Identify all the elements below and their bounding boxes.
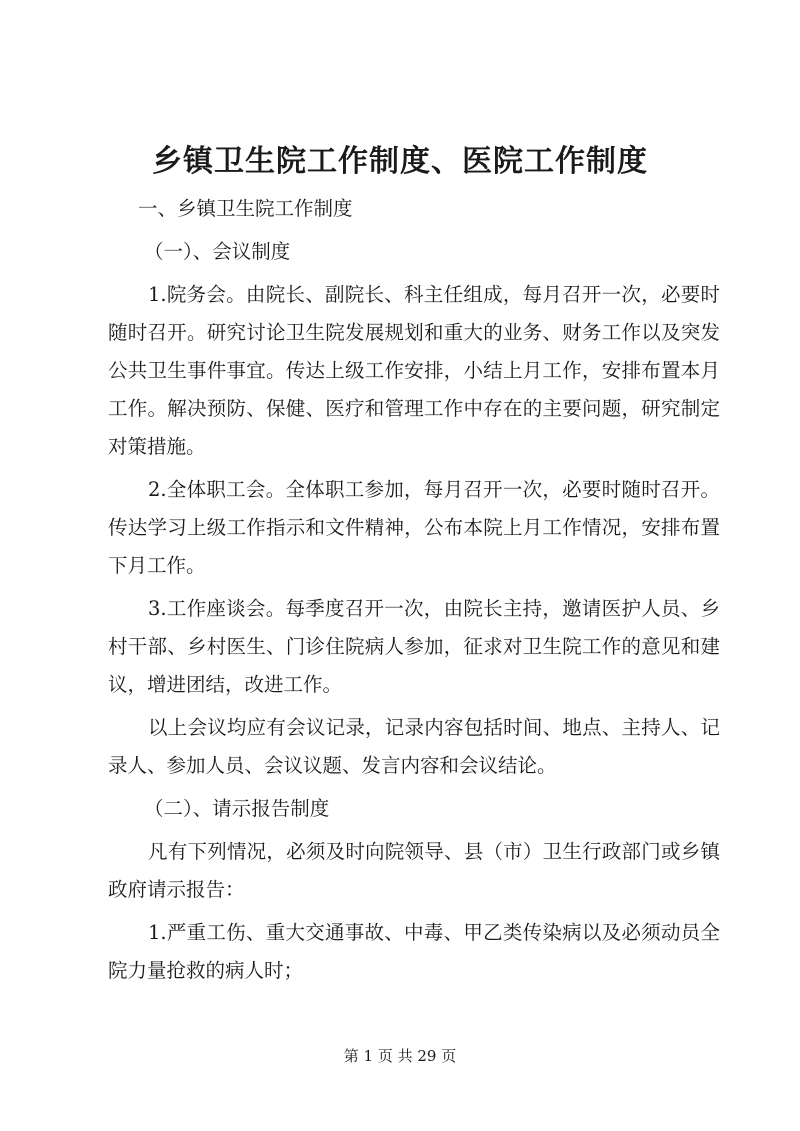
paragraph: 1.院务会。由院长、副院长、科主任组成，每月召开一次，必要时随时召开。研究讨论卫生院发展规划和重大的业务、财务工作以及突发公共卫生事件事宜。传达上级工作安排，小结上月工作，安排布置本月工作。解决预防、保健、医疗和管理工作中存在的主要问题，研究制定对策措施。	[108, 283, 720, 458]
paragraph: 以上会议均应有会议记录，记录内容包括时间、地点、主持人、记录人、参加人员、会议议题、发言内容和会议结论。	[108, 716, 720, 777]
document-title: 乡镇卫生院工作制度、医院工作制度	[152, 144, 648, 179]
subsection-heading: （一）、会议制度	[144, 240, 291, 263]
page-footer: 第 1 页 共 29 页	[343, 1047, 457, 1065]
paragraph: 1.严重工伤、重大交通事故、中毒、甲乙类传染病以及必须动员全院力量抢救的病人时；	[108, 921, 720, 982]
paragraph: 凡有下列情况，必须及时向院领导、县（市）卫生行政部门或乡镇政府请示报告：	[108, 840, 720, 901]
paragraph: 3.工作座谈会。每季度召开一次，由院长主持，邀请医护人员、乡村干部、乡村医生、门诊住院病人参加，征求对卫生院工作的意见和建议，增进团结，改进工作。	[108, 597, 720, 696]
section-heading: 一、乡镇卫生院工作制度	[138, 197, 353, 220]
subsection-heading: （二）、请示报告制度	[144, 797, 330, 820]
paragraph: 2.全体职工会。全体职工参加，每月召开一次，必要时随时召开。传达学习上级工作指示和文件精神，公布本院上月工作情况，安排布置下月工作。	[108, 478, 720, 577]
document-body	[108, 190, 720, 995]
